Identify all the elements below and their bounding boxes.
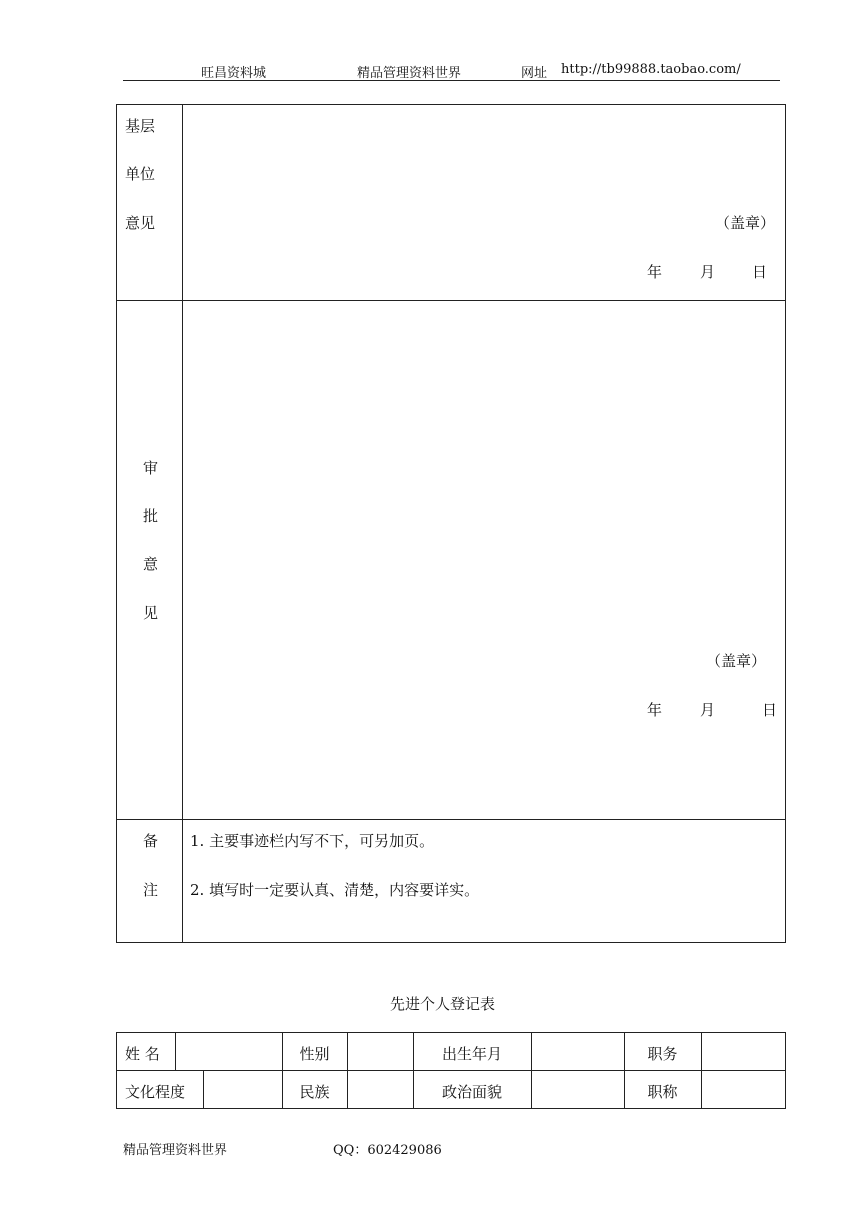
name-label: 姓 名 (125, 1045, 160, 1063)
approval-month: 月 (700, 701, 716, 719)
grassroots-day: 日 (752, 263, 768, 281)
professional-title-label: 职称 (647, 1083, 678, 1101)
name-field[interactable] (176, 1033, 281, 1069)
education-field[interactable] (204, 1071, 281, 1108)
ethnicity-label: 民族 (299, 1083, 330, 1101)
education-label: 文化程度 (125, 1083, 186, 1101)
position-field[interactable] (702, 1033, 785, 1069)
footer-brand: 精品管理资料世界 (123, 1143, 228, 1158)
grassroots-year: 年 (647, 263, 663, 281)
footer-qq: QQ：602429086 (333, 1143, 442, 1158)
remarks-label-char: 注 (143, 881, 159, 899)
grassroots-seal: （盖章） (715, 214, 776, 232)
gender-field[interactable] (348, 1033, 412, 1069)
gender-label: 性别 (299, 1045, 330, 1063)
remarks-label-char: 备 (143, 832, 159, 850)
approval-day: 日 (762, 701, 778, 719)
opinion-table-row-divider (116, 819, 786, 820)
approval-seal: （盖章） (706, 652, 767, 670)
approval-label-char: 见 (143, 604, 159, 622)
approval-year: 年 (647, 701, 663, 719)
header-brand: 精品管理资料世界 (357, 66, 462, 81)
header-divider (123, 80, 780, 81)
ethnicity-field[interactable] (348, 1071, 412, 1108)
position-label: 职务 (647, 1045, 678, 1063)
remarks-item: 1. 主要事迹栏内写不下，可另加页。 (190, 832, 435, 850)
form-title: 先进个人登记表 (390, 995, 496, 1013)
approval-label-char: 意 (143, 555, 159, 573)
political-status-label: 政治面貌 (441, 1083, 502, 1101)
birth-date-field[interactable] (532, 1033, 623, 1069)
birth-date-label: 出生年月 (441, 1045, 502, 1063)
opinion-table (116, 104, 786, 943)
professional-title-field[interactable] (702, 1071, 785, 1108)
remarks-item: 2. 填写时一定要认真、清楚，内容要详实。 (190, 881, 480, 899)
opinion-table-column-divider (182, 104, 183, 943)
header-url-label: 网址 (521, 66, 548, 81)
approval-label-char: 审 (143, 459, 159, 477)
opinion-table-row-divider (116, 300, 786, 301)
header-shop: 旺昌资料城 (201, 66, 267, 81)
political-status-field[interactable] (532, 1071, 623, 1108)
approval-label-char: 批 (143, 507, 159, 525)
grassroots-label-line: 单位 (125, 165, 156, 183)
grassroots-label-line: 基层 (125, 117, 156, 135)
grassroots-month: 月 (700, 263, 716, 281)
grassroots-label-line: 意见 (125, 214, 156, 232)
header-url[interactable]: http://tb99888.taobao.com/ (561, 62, 741, 77)
